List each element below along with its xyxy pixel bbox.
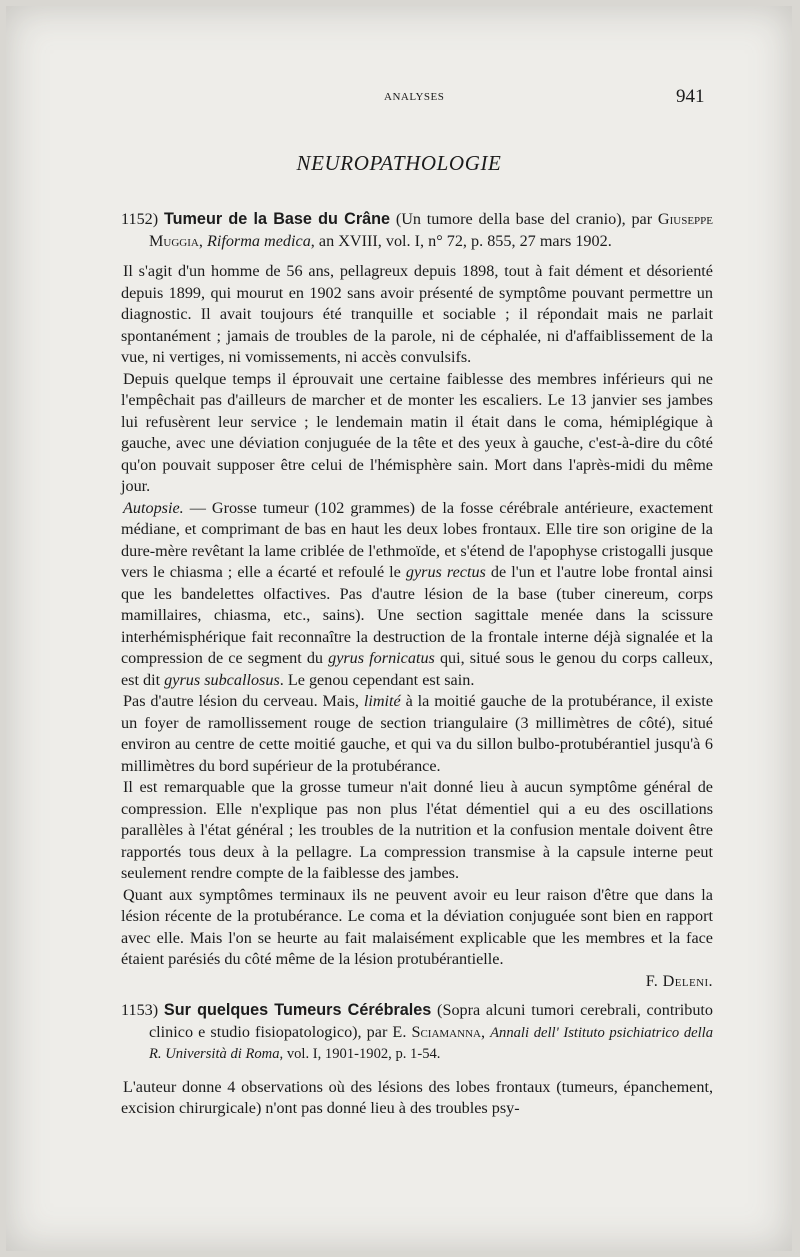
signature-text: F. Deleni. xyxy=(645,971,713,990)
text-run: qui, situé sous le genou du corps calleux, est dit xyxy=(121,649,714,689)
citation-details: , vol. I, 1901-1902, p. 1-54. xyxy=(279,1046,441,1062)
citation-details: , an XVIII, vol. I, n° 72, p. 855, 27 mars 1902. xyxy=(310,231,612,250)
body-text xyxy=(121,209,713,1120)
article-1153-heading xyxy=(121,1000,713,1065)
journal-name: Annali dell' Istituto psichiatrico della R. Università di Roma xyxy=(149,1024,714,1062)
term-italic: gyrus subcallosus xyxy=(164,670,280,689)
author-name: Sciamanna xyxy=(411,1022,481,1041)
page-header xyxy=(6,86,792,110)
text-run: . Le genou cependant est sain. xyxy=(279,670,475,689)
running-head: ANALYSES xyxy=(384,91,445,103)
author-name: Giuseppe Muggia xyxy=(149,210,714,250)
paragraph: Quant aux symptômes terminaux ils ne peuvent avoir eu leur raison d'être que dans la lésion récente de la protubérance. Le coma et la déviation conjuguée sont bien en rapport avec elle. Mais l'on se heurte au fait malaisément explicable que les membres et la face étaient parésiés du côté même de la lésion protubérantielle. xyxy=(121,885,713,968)
paragraph: Il est remarquable que la grosse tumeur n'ait donné lieu à aucun symptôme général de compression. Elle n'explique pas non plus l'état démentiel qui a eu des oscillations parallèles à l'état général ; les troubles de la nutrition et la confusion mentale doivent être rapportés tous deux à la pellagre. La compression transmise à la capsule interne peut seulement rendre compte de la faiblesse des jambes. xyxy=(121,778,713,882)
section-title: NEUROPATHOLOGIE xyxy=(296,151,502,175)
paragraph: Il s'agit d'un homme de 56 ans, pellagreux depuis 1898, tout à fait dément et désorienté depuis 1899, qui mourut en 1902 sans avoir présenté de symptôme pouvant permettre un diagnostic. Il avait toujours été tranquille et sociable ; il répondait mais ne parlait spontanément ; jamais de troubles de la parole, ni de céphalée, ni d'affaiblissement de la vue, ni vertiges, ni vomissements, ni accès convulsifs. xyxy=(121,262,713,366)
page-number: 941 xyxy=(676,86,705,107)
article-1152-heading: 1152) Tumeur de la Base du Crâne (Un tumore della base del cranio), par Giuseppe Muggia, Riforma medica, an XVIII, vol. I, n° 72, p. 855, 27 mars 1902. xyxy=(121,210,714,250)
text-run: à la moitié gauche de la protubérance, il existe un foyer de ramollissement rouge de section triangulaire (3 millimètres de côté), situé environ au centre de cette moitié gauche, et qui va du sillon bulbo-protubérantiel jusqu'à 6 millimètres du bord supérieur de la protubérance. xyxy=(121,692,714,775)
scanned-page xyxy=(6,6,792,1251)
article-number: 1153) xyxy=(121,1001,159,1019)
term-italic: limité xyxy=(363,692,401,710)
text-run: — Grosse tumeur (102 grammes) de la fosse cérébrale antérieure, exactement médiane, et comprimant de bas en haut les deux lobes frontaux. Elle tire son origine de la dure-mère revêtant la lame criblée de l'ethmoïde, et s'étend de l'apophyse cristogalli jusque vers le chiasma ; elle a écarté et refoulé le xyxy=(121,498,713,581)
signature xyxy=(121,971,713,993)
journal-name: Riforma medica xyxy=(206,231,311,250)
text-run: de l'un et l'autre lobe frontal ainsi que les bandelettes olfactives. Pas d'autre lésion de la base (tuber cinereum, corps mamillaires, chiasma, etc., sains). Une section sagittale menée dans la scissure interhémisphérique fait reconnaître la destruction de la frontale interne déjà signalée et la compression de ce segment du xyxy=(121,563,714,667)
article-title: Sur quelques Tumeurs Cérébrales xyxy=(163,1001,432,1019)
text-run: , xyxy=(480,1022,491,1041)
autopsy-paragraph xyxy=(121,498,713,692)
paragraph: L'auteur donne 4 observations où des lésions des lobes frontaux (tumeurs, épanchement, excision chirurgicale) n'ont pas donné lieu à des troubles psy- xyxy=(121,1077,713,1117)
term-italic: gyrus fornicatus xyxy=(328,649,435,667)
article-number: 1152) xyxy=(121,210,159,228)
autopsy-label: Autopsie. xyxy=(123,498,184,517)
article-title: Tumeur de la Base du Crâne xyxy=(163,210,391,228)
paragraph xyxy=(121,691,713,777)
term-italic: gyrus rectus xyxy=(405,563,486,581)
text-run: Pas d'autre lésion du cerveau. Mais, xyxy=(123,692,364,710)
citation-text: (Sopra alcuni tumori cerebrali, contributo clinico e studio fisiopatologico), par E. xyxy=(149,1001,714,1041)
citation-text: (Un tumore della base del cranio), par xyxy=(390,210,658,228)
spacer xyxy=(121,1065,713,1077)
paragraph: Depuis quelque temps il éprouvait une certaine faiblesse des membres inférieurs qui ne l'empêchait pas d'ailleurs de marcher et de monter les escaliers. Le 13 janvier ses jambes lui refusèrent leur service ; le lendemain matin il était dans le coma, hémiplégique à gauche, avec une déviation conjuguée de la tête et des yeux à gauche, c'est-à-dire du côté qu'on pouvait supposer être celui de l'hémisphère sain. Mort dans l'après-midi du même jour. xyxy=(121,369,713,495)
